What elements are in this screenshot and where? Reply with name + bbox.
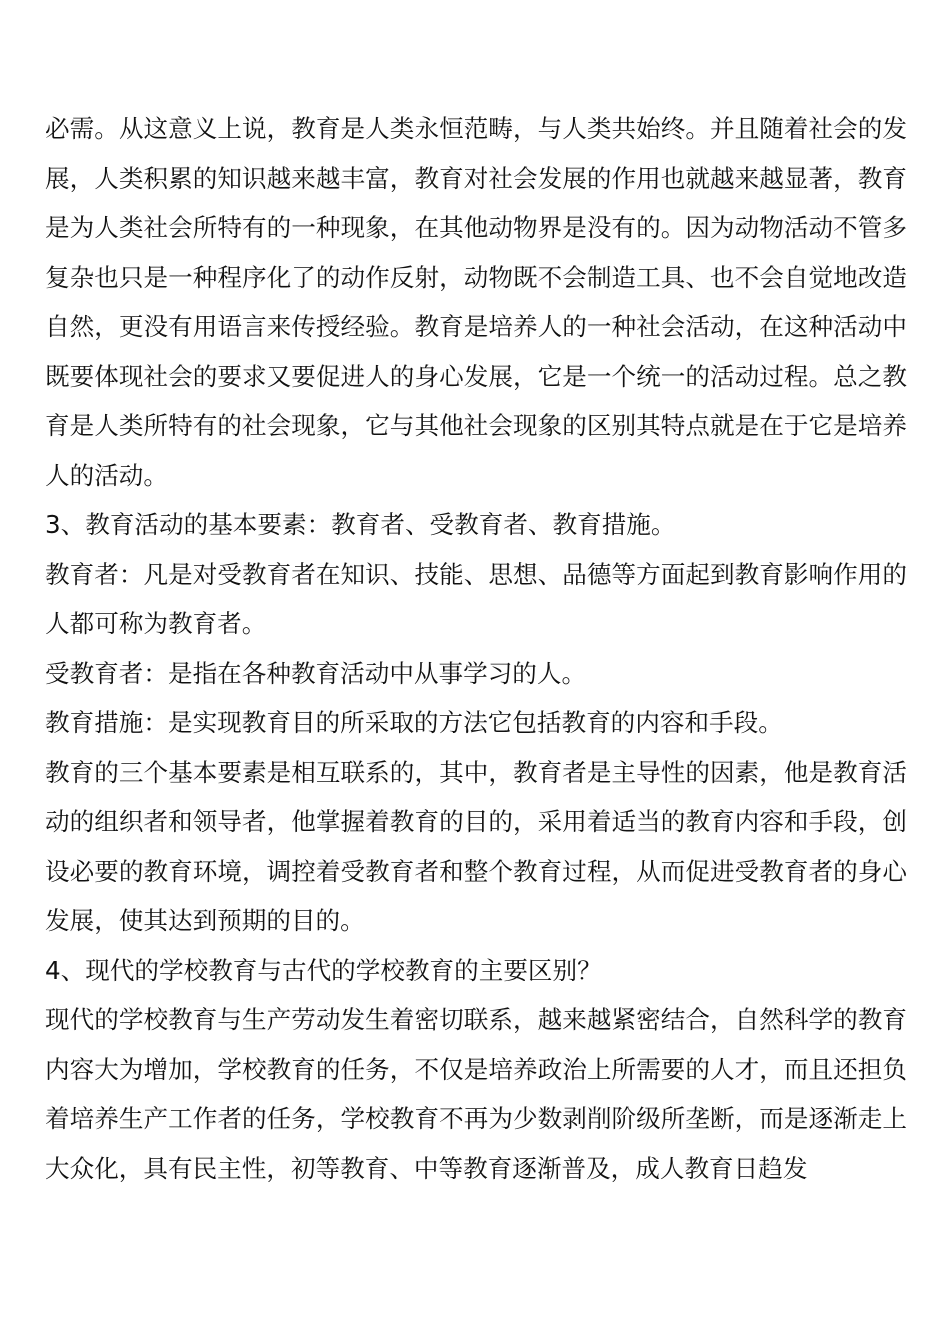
paragraph-educator-definition: 教育者：凡是对受教育者在知识、技能、思想、品德等方面起到教育影响作用的人都可称为教育者。: [45, 559, 907, 638]
paragraph-modern-school: 现代的学校教育与生产劳动发生着密切联系，越来越紧密结合，自然科学的教育内容大为增加，学校教育的任务，不仅是培养政治上所需要的人才，而且还担负着培养生产工作者的任务，学校教育不再为少数剥削阶级所垄断，而是逐渐走上大众化，具有民主性，初等教育、中等教育逐渐普及，成人教育日趋发: [45, 1005, 907, 1183]
heading-basic-elements: 3、教育活动的基本要素：教育者、受教育者、教育措施。: [45, 510, 676, 539]
paragraph-elements-relation: 教育的三个基本要素是相互联系的，其中，教育者是主导性的因素，他是教育活动的组织者和领导者，他掌握着教育的目的，采用着适当的教育内容和手段，创设必要的教育环境，调控着受教育者和整个教育过程，从而促进受教育者的身心发展，使其达到预期的目的。: [45, 757, 907, 935]
paragraph-learner-definition: 受教育者：是指在各种教育活动中从事学习的人。: [45, 658, 587, 688]
document-body: [45, 104, 907, 1193]
paragraph-education-nature: 必需。从这意义上说，教育是人类永恒范畴，与人类共始终。并且随着社会的发展，人类积累的知识越来越丰富，教育对社会发展的作用也就越来越显著，教育是为人类社会所特有的一种现象，在其他动物界是没有的。因为动物活动不管多复杂也只是一种程序化了的动作反射，动物既不会制造工具、也不会自觉地改造自然，更没有用语言来传授经验。教育是培养人的一种社会活动，在这种活动中既要体现社会的要求又要促进人的身心发展，它是一个统一的活动过程。总之教育是人类所特有的社会现象，它与其他社会现象的区别其特点就是在于它是培养人的活动。: [45, 114, 907, 490]
heading-modern-vs-ancient: 4、现代的学校教育与古代的学校教育的主要区别？: [45, 955, 602, 985]
paragraph-measures-definition: 教育措施：是实现教育目的所采取的方法它包括教育的内容和手段。: [45, 708, 783, 737]
